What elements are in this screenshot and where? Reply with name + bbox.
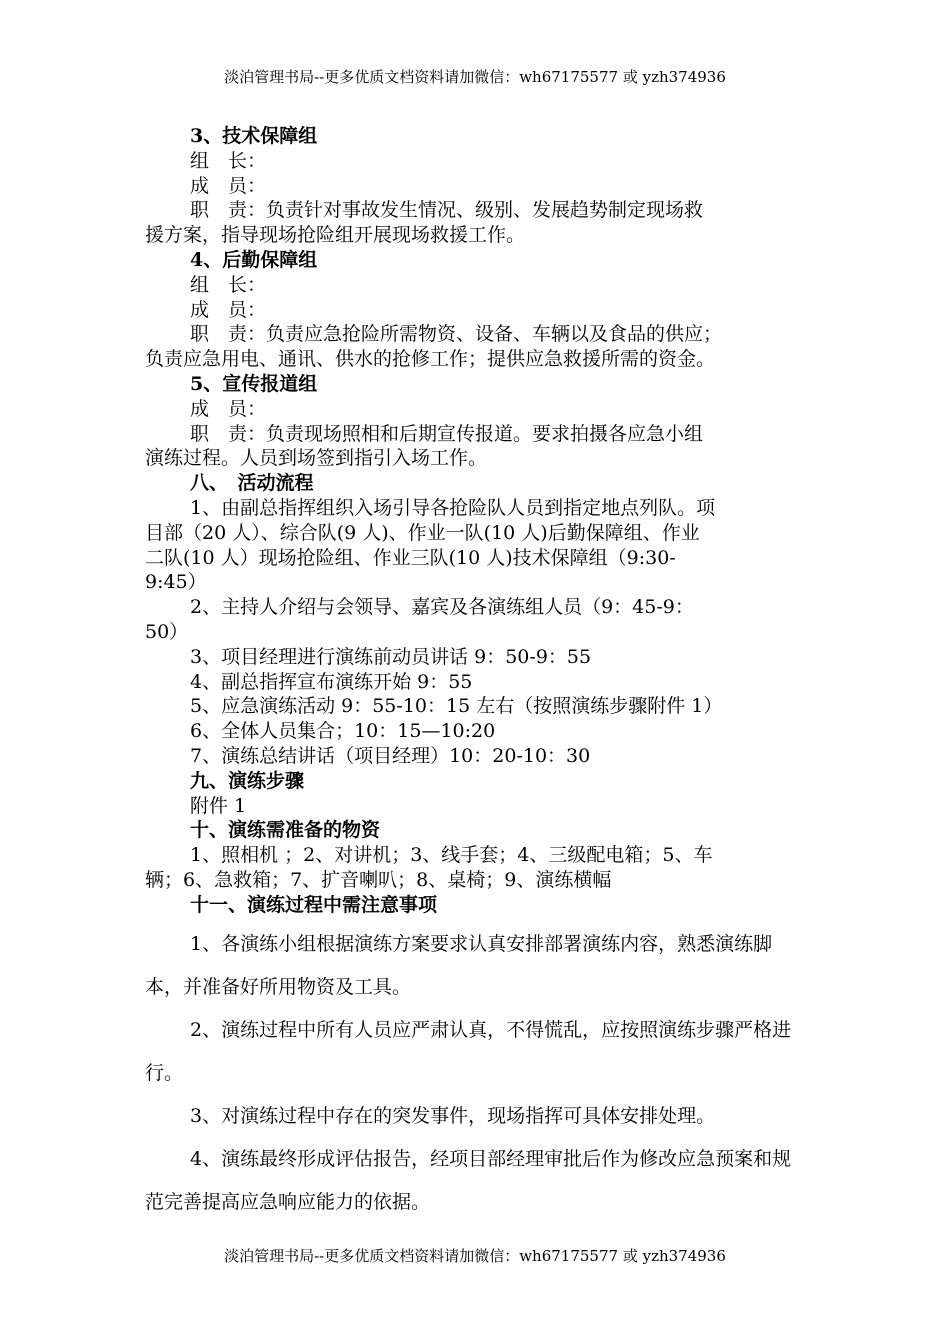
publicity-group-members: 成 员： <box>190 397 267 420</box>
page-footer: 淡泊管理书局--更多优质文档资料请加微信：wh67175577 或 yzh374936 <box>224 1247 726 1265</box>
note-item-4: 4、演练最终形成评估报告，经项目部经理审批后作为修改应急预案和规范完善提高应急响应能力的依据。 <box>145 1147 792 1213</box>
note-item-3: 3、对演练过程中存在的突发事件，现场指挥可具体安排处理。 <box>190 1104 716 1127</box>
flow-item-2-line2: 50） <box>145 620 189 643</box>
tech-group-title: 3、技术保障组 <box>190 125 318 147</box>
tech-group-duty-line1: 职 责：负责针对事故发生情况、级别、发展趋势制定现场救 <box>190 199 704 222</box>
flow-item-1-line4: 9:45） <box>145 571 207 594</box>
logistics-group-duty-line1: 职 责：负责应急抢险所需物资、设备、车辆以及食品的供应； <box>190 323 723 346</box>
flow-item-1-line3: 二队(10 人）现场抢险组、作业三队(10 人)技术保障组（9:30- <box>145 546 676 569</box>
flow-item-7: 7、演练总结讲话（项目经理）10：20-10：30 <box>190 744 591 767</box>
tech-group-duty-line2: 援方案，指导现场抢险组开展现场救援工作。 <box>145 224 526 247</box>
notes-title: 十一、演练过程中需注意事项 <box>190 893 438 916</box>
logistics-group-members: 成 员： <box>190 298 267 321</box>
publicity-group-title: 5、宣传报道组 <box>190 372 318 395</box>
document-body <box>145 124 810 1224</box>
flow-item-4: 4、副总指挥宣布演练开始 9：55 <box>190 670 473 693</box>
publicity-group-duty-line1: 职 责：负责现场照相和后期宣传报道。要求拍摄各应急小组 <box>190 422 704 445</box>
flow-item-1-line2: 目部（20 人）、综合队(9 人)、作业一队(10 人)后勤保障组、作业 <box>145 521 700 544</box>
steps-attachment: 附件 1 <box>190 794 247 817</box>
flow-title: 八、 活动流程 <box>190 472 314 495</box>
materials-line2: 辆；6、急救箱；7、扩音喇叭；8、桌椅；9、演练横幅 <box>145 868 612 891</box>
flow-item-1-line1: 1、由副总指挥组织入场引导各抢险队人员到指定地点列队。项 <box>190 496 716 519</box>
tech-group-members: 成 员： <box>190 174 267 197</box>
note-item-2: 2、演练过程中所有人员应严肃认真，不得慌乱，应按照演练步骤严格进行。 <box>145 1018 792 1084</box>
note-item-1: 1、各演练小组根据演练方案要求认真安排部署演练内容，熟悉演练脚本，并准备好所用物资及工具。 <box>145 932 773 998</box>
materials-line1: 1、照相机 ；2、对讲机；3、线手套；4、三级配电箱；5、车 <box>190 844 713 867</box>
flow-item-2-line1: 2、主持人介绍与会领导、嘉宾及各演练组人员（9：45-9： <box>190 596 694 619</box>
materials-title: 十、演练需准备的物资 <box>190 819 381 842</box>
flow-item-6: 6、全体人员集合；10：15—10:20 <box>190 720 496 743</box>
flow-item-5: 5、应急演练活动 9：55-10：15 左右（按照演练步骤附件 1） <box>190 695 723 718</box>
logistics-group-leader: 组 长： <box>190 273 267 296</box>
steps-title: 九、演练步骤 <box>190 769 305 792</box>
tech-group-leader: 组 长： <box>190 149 267 172</box>
page-header: 淡泊管理书局--更多优质文档资料请加微信：wh67175577 或 yzh374936 <box>224 68 726 86</box>
logistics-group-duty-line2: 负责应急用电、通讯、供水的抢修工作；提供应急救援所需的资金。 <box>145 348 716 371</box>
flow-item-3: 3、项目经理进行演练前动员讲话 9：50-9：55 <box>190 645 592 668</box>
publicity-group-duty-line2: 演练过程。人员到场签到指引入场工作。 <box>145 447 488 470</box>
logistics-group-title: 4、后勤保障组 <box>190 248 318 271</box>
